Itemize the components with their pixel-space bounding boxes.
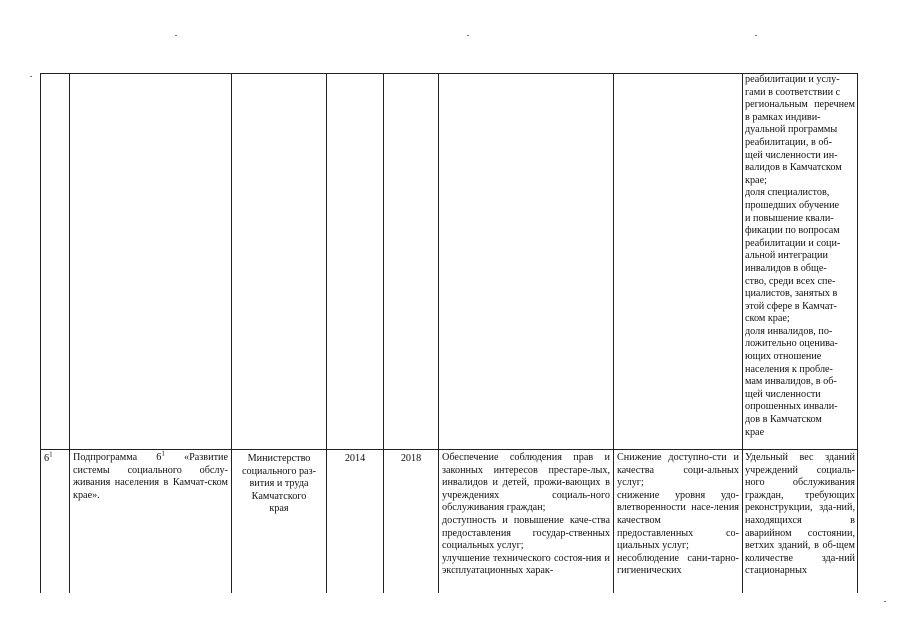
col-divider-6 [613,73,614,593]
row-number-superscript: 1 [49,450,53,459]
col-divider-3 [326,73,327,593]
col-divider-2 [231,73,232,593]
start-year: 2014 [344,453,366,464]
table-border-top [40,73,858,74]
target-indicators: Удельный вес зданий учреждений социаль-ного обслуживания граждан, требующих реконструкции, зда-ний, находящихся в аварийном состоянии, ветхих зданий, в об-щем количестве зда-ний стационарных [745,452,855,577]
table-border-left [40,73,41,593]
row-number-value: 6 [44,453,50,464]
row-number [44,450,68,466]
scan-speck [175,35,177,36]
scan-speck [884,601,886,602]
scan-speck [755,35,757,36]
subprogram-superscript: 1 [161,449,165,458]
end-year: 2018 [400,453,422,464]
main-directions: Обеспечение соблюдения прав и законных интересов престаре-лых, инвалидов и детей, прожи-вающих в учреждениях социаль-ного обслуживания граждан; доступность и повышение каче-ства предоставления государ-ственных социальных услуг; улучшение технического состоя-ния и эксплуатационных харак- [442,452,610,577]
subprogram-prefix: Подпрограмма 6 [73,452,162,463]
subprogram-name [73,449,228,502]
scan-speck [30,76,32,77]
col-divider-7 [742,73,743,593]
col-divider-5 [438,73,439,593]
consequences-of-failure: Снижение доступно-сти и качества соци-альных услуг; снижение уровня удо-влетворенности насе-ления качеством предоставленных со-циальных услуг; несоблюдение сани-тарно-гигиенических [617,452,739,577]
scan-speck [467,35,469,36]
responsible-executor: Министерство социального раз- вития и труда Камчатского края [241,453,316,515]
col-divider-1 [69,73,70,593]
col-divider-4 [383,73,384,593]
subprogram-title: «Развитие системы социального обслу-живания населения в Камчат-ском крае». [73,452,228,501]
table-border-right [857,73,858,593]
indicators-continuation-text: реабилитации и услу- гами в соответствии с региональным перечнем в рамках индиви- дуальной программы реабилитации, в об- щей численности ин- валидов в Камчатском крае; доля специалистов, прошедших обучение и повышение квали- фикации по вопросам реабилитации и соци- альной интеграции инвалидов в обще- ство, среди всех спе- циалистов, занятых в этой сфере в Камчат- ском крае; доля инвалидов, по- ложительно оценива- ющих отношение населения к пробле- мам инвалидов, в об- щей численности опрошенных инвали- дов в Камчатском крае [745,74,855,438]
